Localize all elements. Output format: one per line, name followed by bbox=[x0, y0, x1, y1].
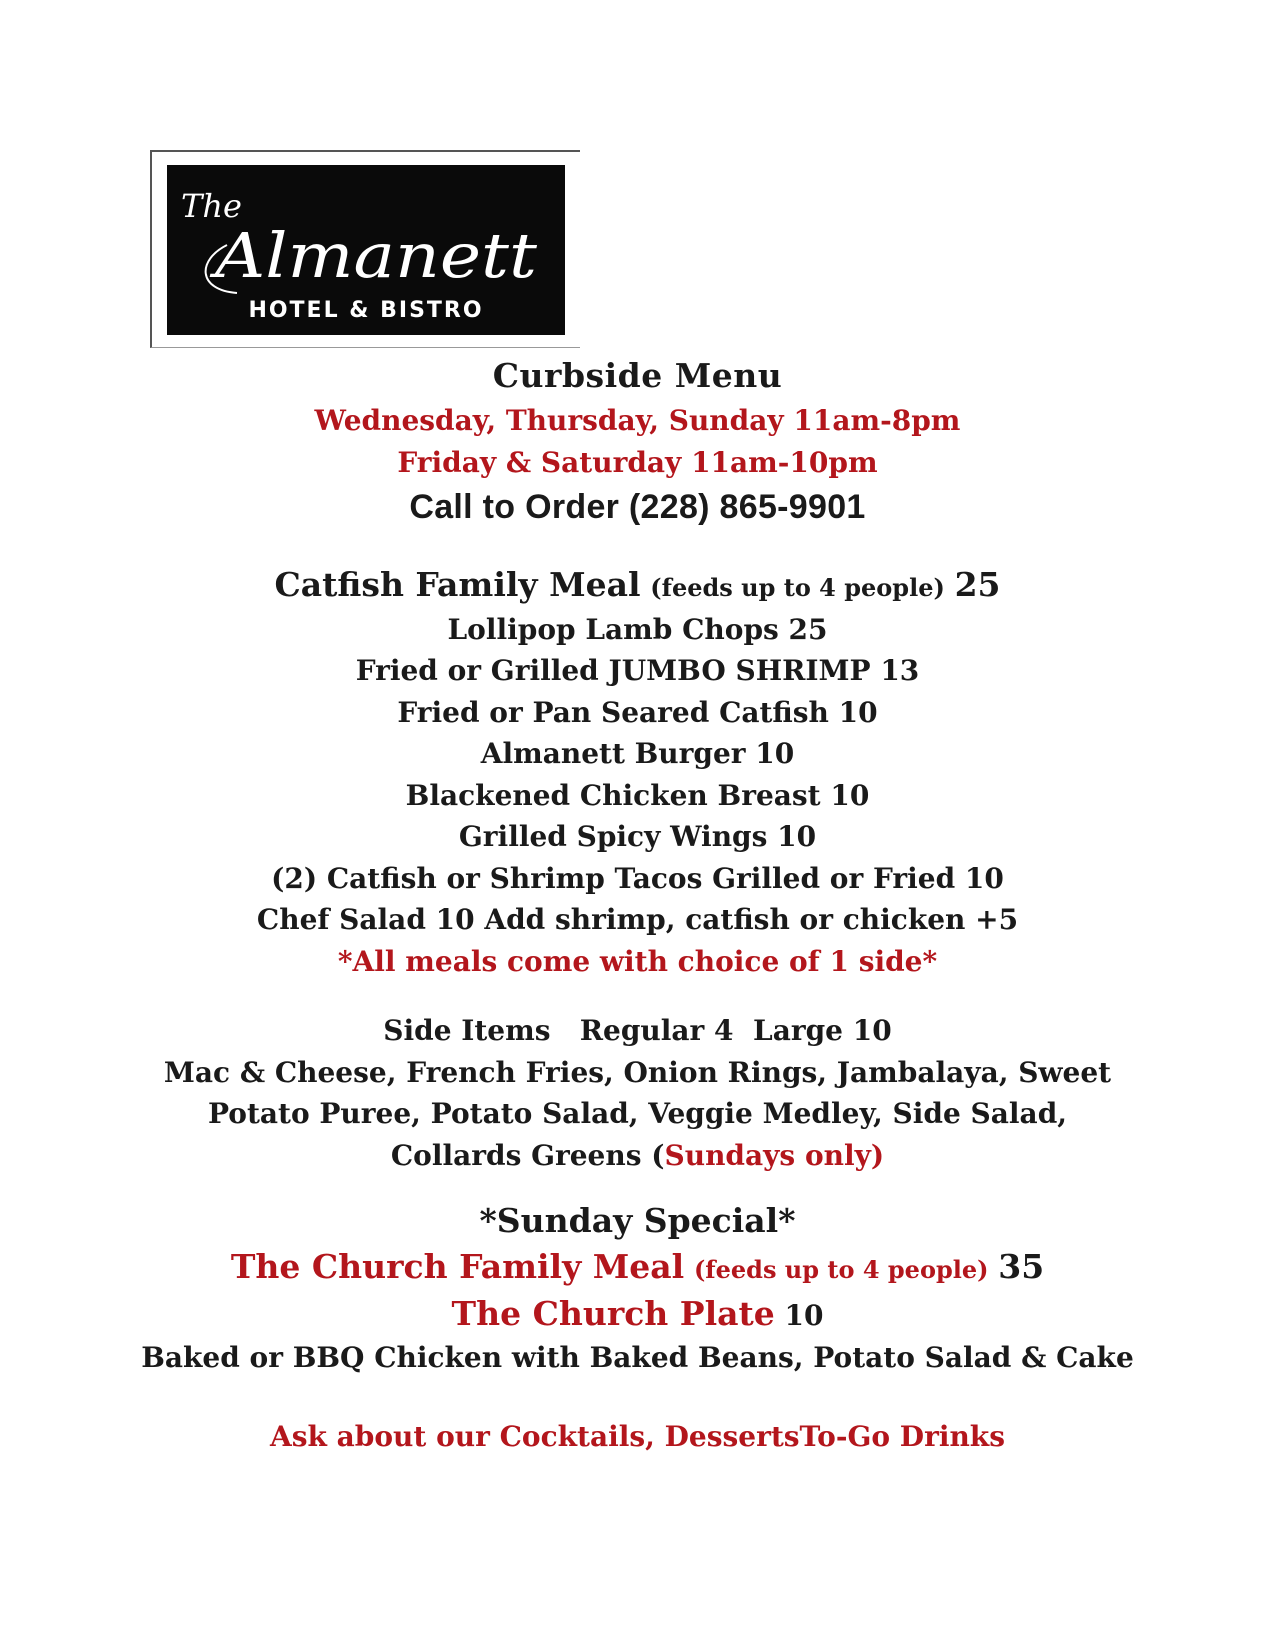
side-items-line-last bbox=[0, 1135, 1275, 1177]
side-items-line: Mac & Cheese, French Fries, Onion Rings, Jambalaya, Sweet bbox=[163, 1055, 1112, 1089]
sunday-special-header: *Sunday Special* bbox=[479, 1201, 796, 1240]
featured-item bbox=[0, 562, 1275, 609]
logo-graphic bbox=[167, 165, 565, 335]
church-plate-name: The Church Plate bbox=[451, 1293, 775, 1333]
curbside-menu bbox=[0, 352, 1275, 1458]
almanett-logo bbox=[167, 165, 565, 335]
featured-name: Catfish Family Meal bbox=[274, 565, 641, 604]
side-items-header: Side Items Regular 4 Large 10 bbox=[383, 1014, 892, 1047]
side-items-prefix: Collards Greens ( bbox=[390, 1138, 665, 1172]
menu-item: Lollipop Lamb Chops 25 bbox=[447, 612, 828, 646]
menu-item: Grilled Spicy Wings 10 bbox=[458, 820, 817, 853]
featured-price: 25 bbox=[954, 565, 1001, 604]
menu-title: Curbside Menu bbox=[492, 356, 783, 395]
menu-item: (2) Catfish or Shrimp Tacos Grilled or Fried 10 bbox=[271, 861, 1004, 895]
footer-note: Ask about our Cocktails, DessertsTo-Go Drinks bbox=[270, 1420, 1005, 1453]
menu-item: Fried or Grilled JUMBO SHRIMP 13 bbox=[355, 654, 920, 687]
church-plate-price: 10 bbox=[784, 1298, 824, 1332]
sundays-only-note: Sundays only) bbox=[664, 1138, 885, 1172]
menu-item: Fried or Pan Seared Catfish 10 bbox=[397, 695, 878, 729]
church-family-name: The Church Family Meal bbox=[230, 1247, 685, 1286]
call-to-order: Call to Order (228) 865-9901 bbox=[409, 488, 866, 526]
logo-subtitle-text: HOTEL & BISTRO bbox=[248, 298, 484, 323]
featured-note: (feeds up to 4 people) bbox=[650, 573, 945, 602]
menu-item: Chef Salad 10 Add shrimp, catfish or chicken +5 bbox=[256, 903, 1019, 936]
hours-weekend: Friday & Saturday 11am-10pm bbox=[397, 446, 878, 479]
meals-side-note: *All meals come with choice of 1 side* bbox=[337, 944, 938, 978]
church-plate-description: Baked or BBQ Chicken with Baked Beans, Potato Salad & Cake bbox=[141, 1340, 1134, 1374]
church-family-price: 35 bbox=[998, 1247, 1045, 1286]
church-family-note: (feeds up to 4 people) bbox=[693, 1255, 989, 1284]
menu-item: Almanett Burger 10 bbox=[480, 737, 795, 770]
church-plate bbox=[0, 1291, 1275, 1337]
hours-weekday: Wednesday, Thursday, Sunday 11am-8pm bbox=[314, 404, 961, 437]
church-family-meal bbox=[0, 1244, 1275, 1291]
logo-name-text: Almanett bbox=[209, 219, 538, 292]
logo-the-text: The bbox=[181, 187, 242, 225]
side-items-line: Potato Puree, Potato Salad, Veggie Medley, Side Salad, bbox=[207, 1097, 1068, 1130]
menu-item: Blackened Chicken Breast 10 bbox=[405, 778, 870, 812]
